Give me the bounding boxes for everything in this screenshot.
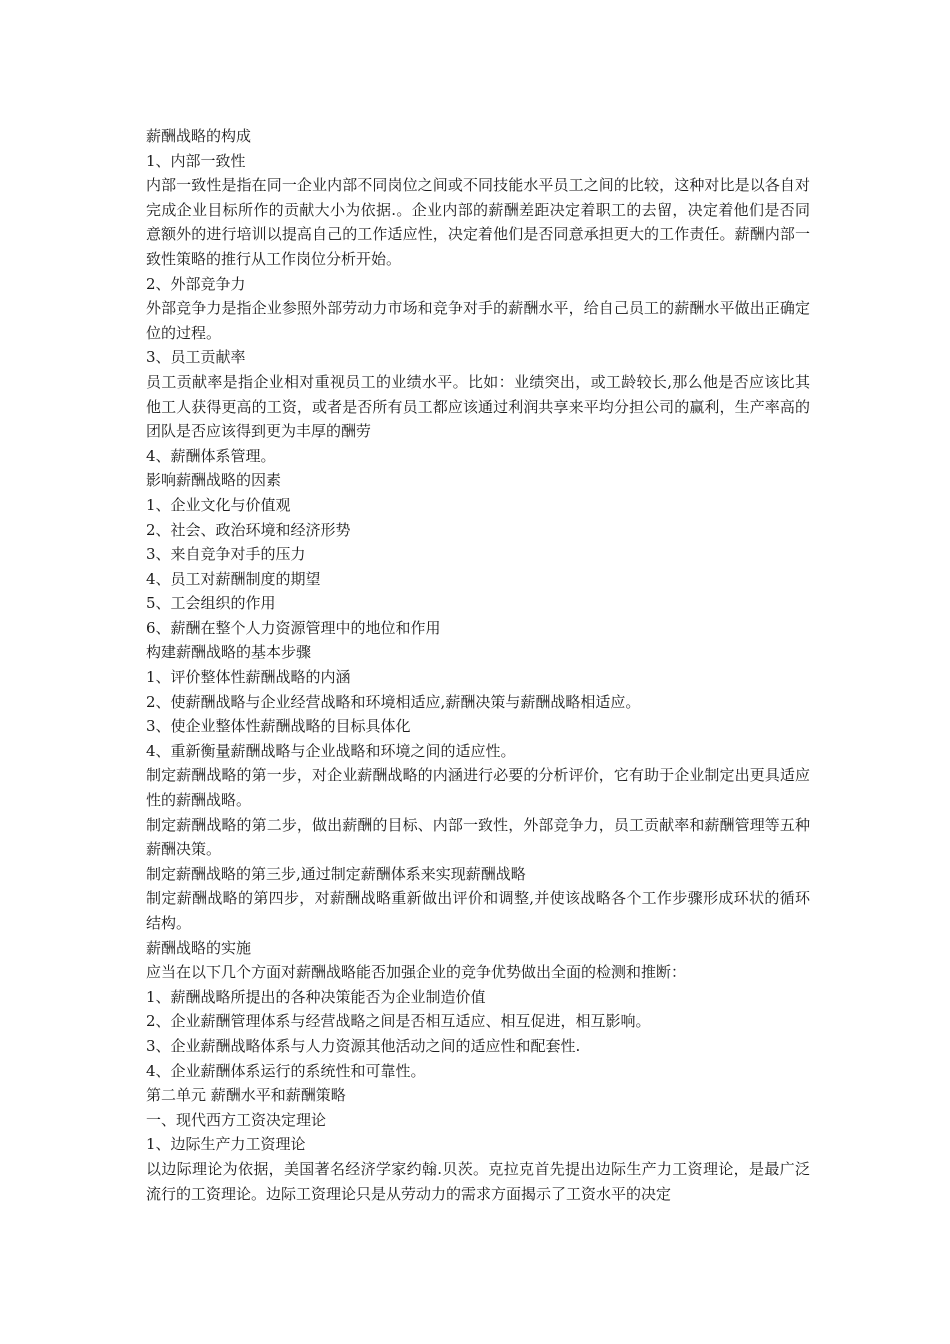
list-item-external-competitiveness: 2、外部竞争力 — [146, 274, 246, 293]
paragraph-second-step: 制定薪酬战略的第二步，做出薪酬的目标、内部一致性，外部竞争力，员工贡献率和薪酬管理等五种薪酬决策。 — [146, 815, 810, 859]
list-item-factor-1: 1、企业文化与价值观 — [146, 495, 291, 514]
paragraph-marginal-productivity: 以边际理论为依据，美国著名经济学家约翰.贝茨。克拉克首先提出边际生产力工资理论，是最广泛流行的工资理论。边际工资理论只是从劳动力的需求方面揭示了工资水平的决定 — [146, 1159, 810, 1203]
list-item-factor-6: 6、薪酬在整个人力资源管理中的地位和作用 — [146, 618, 441, 637]
list-item-factor-2: 2、社会、政治环境和经济形势 — [146, 520, 351, 539]
document-body — [146, 124, 810, 1206]
list-item-employee-contribution: 3、员工贡献率 — [146, 348, 246, 367]
list-item-compensation-system-management: 4、薪酬体系管理。 — [146, 446, 276, 465]
section-heading-implementation: 薪酬战略的实施 — [146, 938, 252, 957]
list-item-step-1: 1、评价整体性薪酬战略的内涵 — [146, 668, 351, 687]
paragraph-fourth-step: 制定薪酬战略的第四步，对薪酬战略重新做出评价和调整,并使该战略各个工作步骤形成环状的循环结构。 — [146, 889, 810, 932]
list-item-factor-5: 5、工会组织的作用 — [146, 594, 276, 613]
list-item-factor-3: 3、来自竞争对手的压力 — [146, 545, 306, 564]
list-item-internal-consistency: 1、内部一致性 — [146, 151, 246, 170]
list-item-check-2: 2、企业薪酬管理体系与经营战略之间是否相互适应、相互促进，相互影响。 — [146, 1012, 651, 1031]
section-heading-basic-steps: 构建薪酬战略的基本步骤 — [146, 643, 312, 662]
list-item-check-1: 1、薪酬战略所提出的各种决策能否为企业制造价值 — [146, 987, 486, 1006]
section-heading-compensation-strategy-composition: 薪酬战略的构成 — [146, 127, 252, 145]
list-item-step-4: 4、重新衡量薪酬战略与企业战略和环境之间的适应性。 — [146, 741, 516, 760]
paragraph-implementation-intro: 应当在以下几个方面对薪酬战略能否加强企业的竞争优势做出全面的检测和推断： — [146, 963, 687, 982]
list-item-step-3: 3、使企业整体性薪酬战略的目标具体化 — [146, 717, 411, 736]
unit-heading-2: 第二单元 薪酬水平和薪酬策略 — [146, 1086, 346, 1105]
paragraph-first-step: 制定薪酬战略的第一步，对企业薪酬战略的内涵进行必要的分析评价，它有助于企业制定出更具适应性的薪酬战略。 — [146, 766, 810, 810]
subsection-heading-marginal-productivity: 1、边际生产力工资理论 — [146, 1135, 306, 1154]
paragraph-external-competitiveness: 外部竞争力是指企业参照外部劳动力市场和竞争对手的薪酬水平，给自己员工的薪酬水平做出正确定位的过程。 — [146, 299, 810, 342]
paragraph-employee-contribution: 员工贡献率是指企业相对重视员工的业绩水平。比如：业绩突出，或工龄较长,那么他是否应该比其他工人获得更高的工资，或者是否所有员工都应该通过利润共享来平均分担公司的赢利，生产率高的团队是否应该得到更为丰厚的酬劳 — [146, 372, 810, 441]
paragraph-internal-consistency: 内部一致性是指在同一企业内部不同岗位之间或不同技能水平员工之间的比较，这种对比是以各自对完成企业目标所作的贡献大小为依据.。企业内部的薪酬差距决定着职工的去留，决定着他们是否同意额外的进行培训以提高自己的工作适应性，决定着他们是否同意承担更大的工作责任。薪酬内部一致性策略的推行从工作岗位分析开始。 — [146, 176, 810, 268]
section-heading-western-wage-theory: 一、现代西方工资决定理论 — [146, 1110, 327, 1129]
paragraph-third-step: 制定薪酬战略的第三步,通过制定薪酬体系来实现薪酬战略 — [146, 864, 526, 883]
list-item-check-4: 4、企业薪酬体系运行的系统性和可靠性。 — [146, 1061, 426, 1080]
list-item-factor-4: 4、员工对薪酬制度的期望 — [146, 569, 321, 588]
section-heading-influencing-factors: 影响薪酬战略的因素 — [146, 471, 282, 490]
list-item-check-3: 3、企业薪酬战略体系与人力资源其他活动之间的适应性和配套性. — [146, 1036, 581, 1055]
list-item-step-2: 2、使薪酬战略与企业经营战略和环境相适应,薪酬决策与薪酬战略相适应。 — [146, 692, 641, 711]
